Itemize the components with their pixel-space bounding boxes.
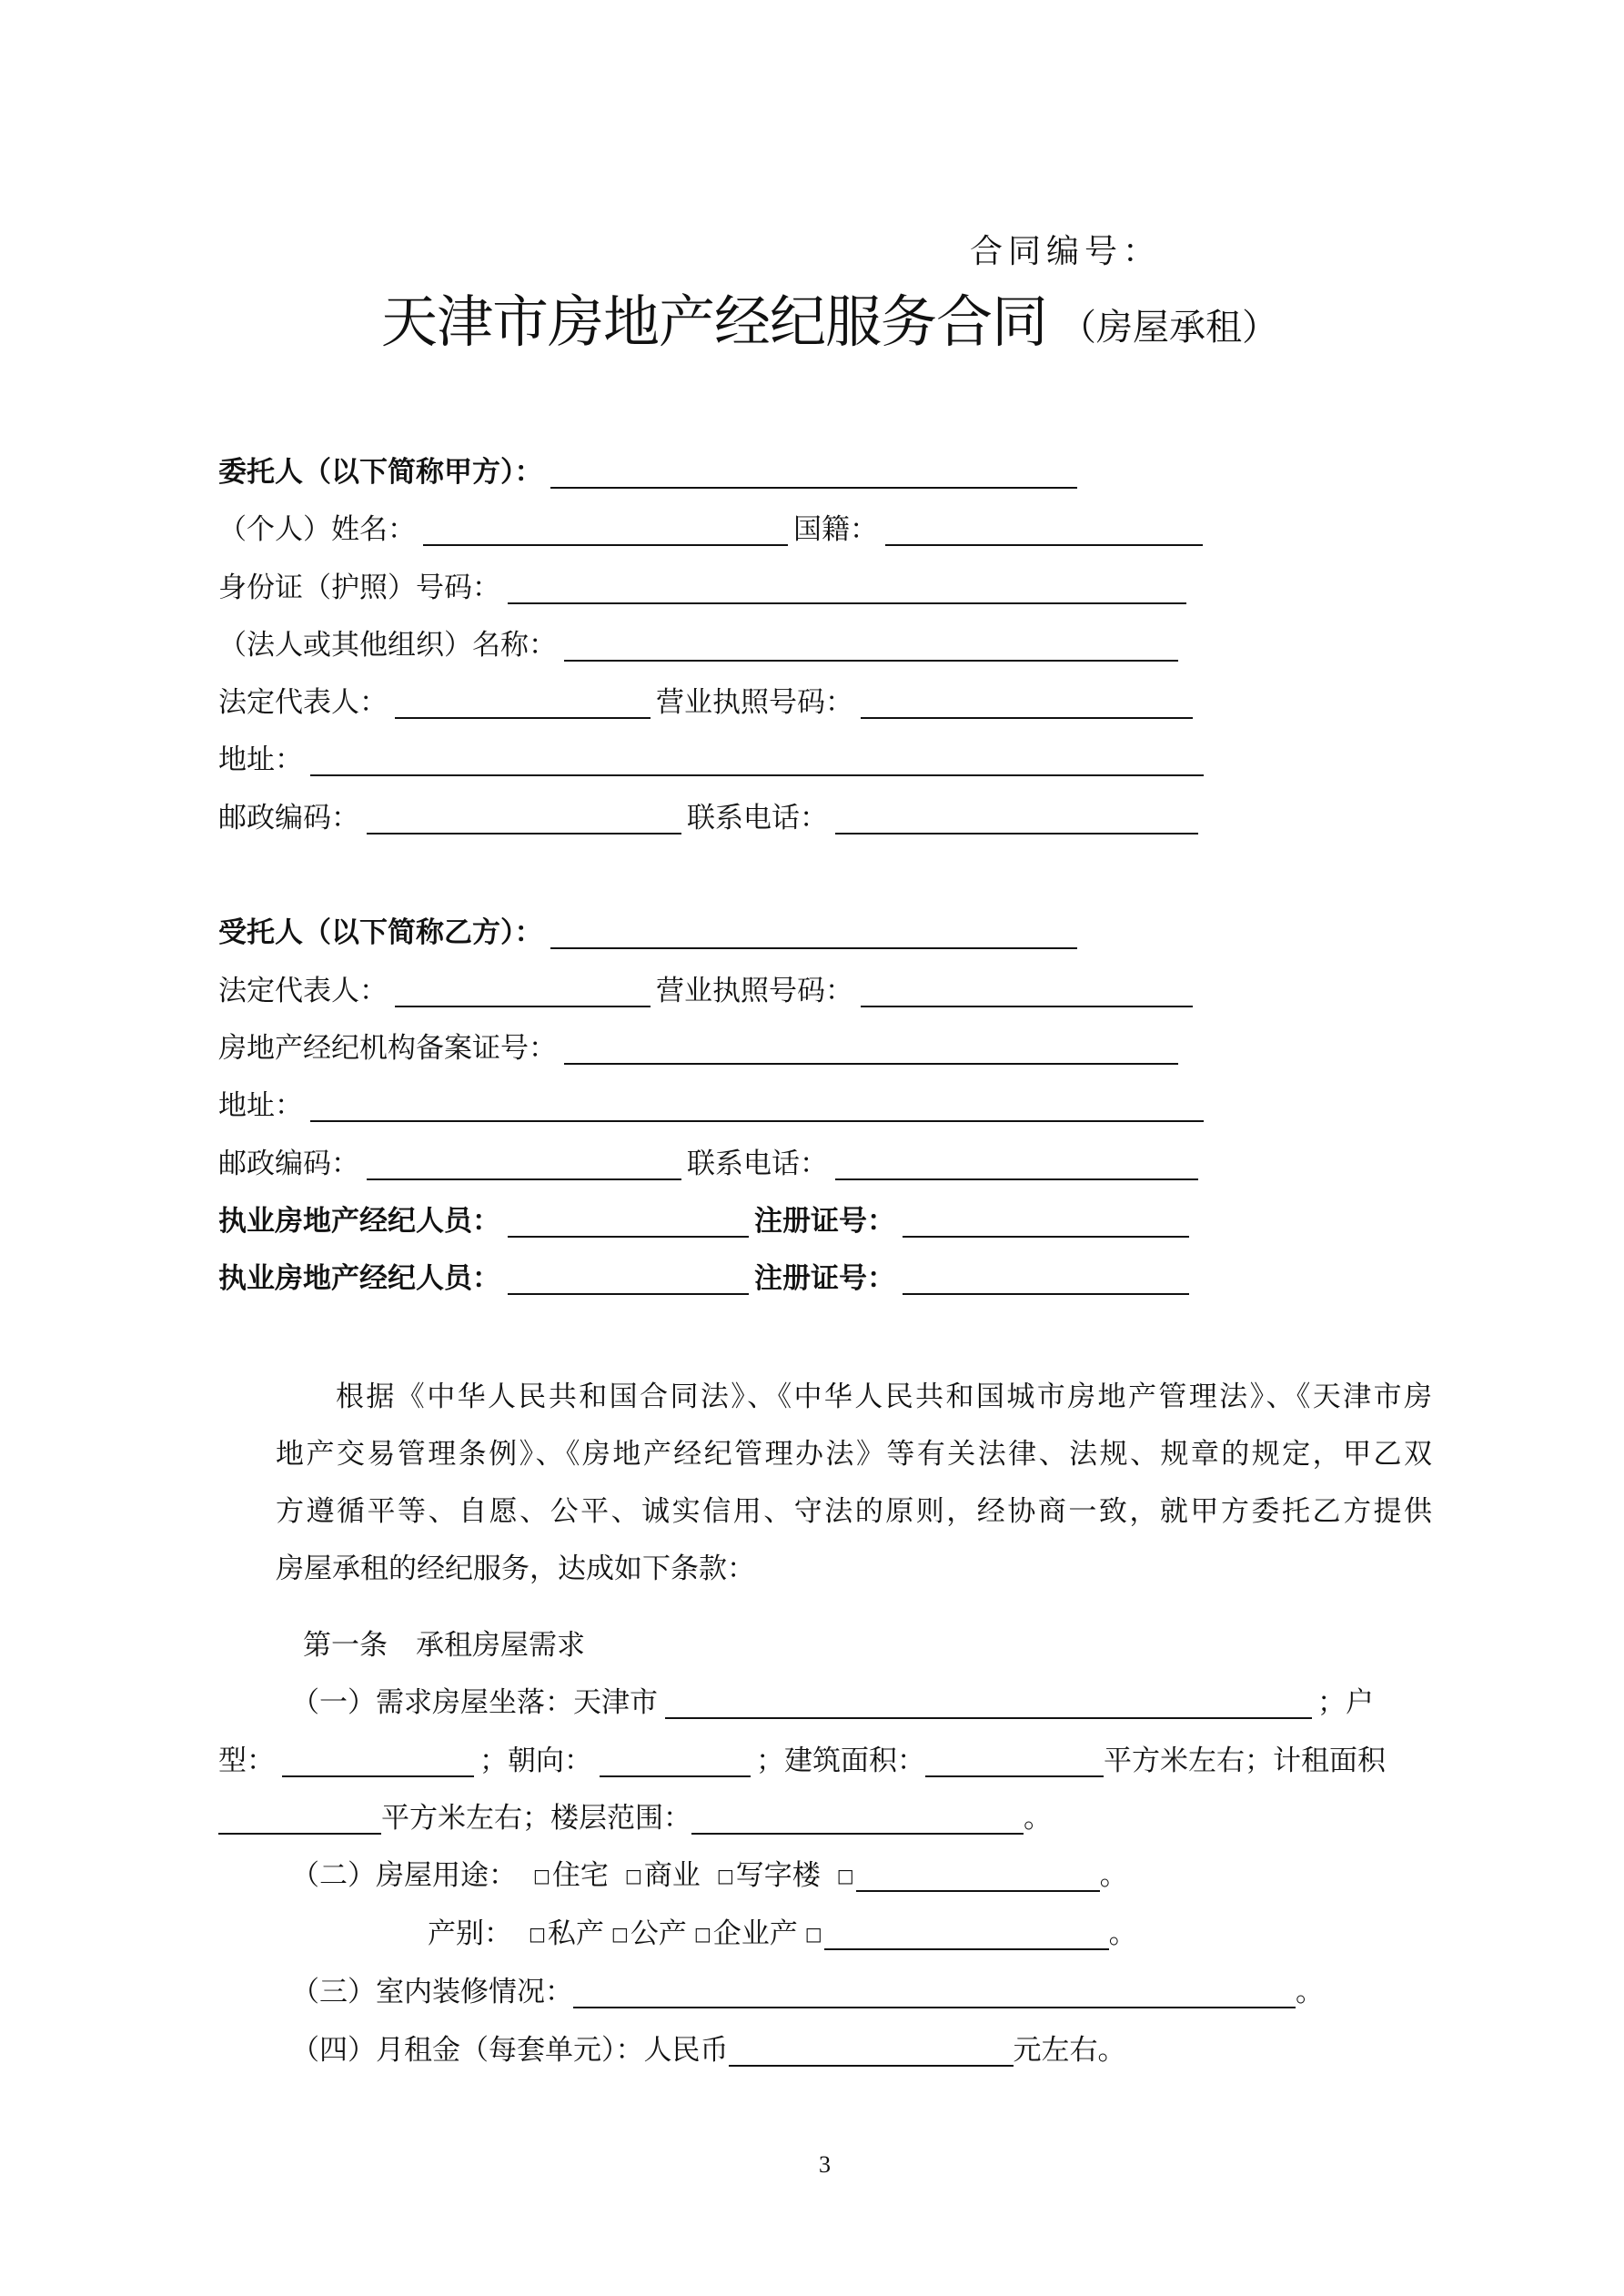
party-b-legal-row [218, 971, 1198, 1011]
other-ownership-field[interactable] [824, 1916, 1109, 1950]
reg-field[interactable] [903, 1260, 1189, 1295]
checkbox-private[interactable]: □ [529, 1923, 546, 1945]
record-field[interactable] [564, 1030, 1178, 1065]
area-unit: 平方米左右；计租面积 [1104, 1745, 1386, 1777]
party-a-legal-row [218, 683, 1198, 723]
postcode-field[interactable] [367, 1146, 681, 1180]
license-label: 营业执照号码： [656, 686, 853, 719]
reg-field[interactable] [903, 1203, 1189, 1238]
party-a-heading-row [218, 452, 1083, 492]
nationality-label: 国籍： [793, 513, 878, 546]
item-1-row [291, 1683, 1374, 1723]
address-field[interactable] [310, 742, 1204, 776]
period: 。 [1108, 1917, 1137, 1950]
item-4-label: （四）月租金（每套单元）：人民币 [291, 2034, 729, 2067]
rent-field[interactable] [729, 2032, 1014, 2067]
item-2-label: （二）房屋用途： [291, 1859, 517, 1892]
preamble-line: 根据《中华人民共和国合同法》、《中华人民共和国城市房地产管理法》、《天津市房 [336, 1381, 1432, 1413]
party-a-name-field[interactable] [550, 454, 1077, 489]
period: 。 [1296, 1976, 1324, 2008]
person-name-field[interactable] [423, 511, 788, 546]
rent-area-unit: 平方米左右；楼层范围： [381, 1802, 691, 1835]
party-a-id-row [218, 568, 1192, 608]
item-3-label: （三）室内装修情况： [291, 1976, 573, 2008]
preamble-paragraph [276, 1369, 1432, 1598]
type-label: 型： [218, 1745, 275, 1777]
party-b-heading: 受托人（以下简称乙方）： [218, 916, 543, 949]
type-field[interactable] [282, 1743, 474, 1777]
option-commercial: 商业 [643, 1859, 701, 1892]
phone-label: 联系电话： [687, 802, 828, 834]
item-1-label: （一）需求房屋坐落：天津市 [291, 1686, 658, 1719]
item-4-row [291, 2030, 1126, 2070]
postcode-field[interactable] [367, 800, 681, 834]
checkbox-other-ownership[interactable]: □ [804, 1923, 822, 1945]
agent-field[interactable] [508, 1203, 749, 1238]
postcode-label: 邮政编码： [218, 802, 359, 834]
license-field[interactable] [861, 973, 1193, 1007]
title-main: 天津市房地产经纪服务合同 [381, 288, 1048, 355]
area-label: ；建筑面积： [756, 1745, 925, 1777]
party-b-record-row [218, 1028, 1184, 1068]
agent-label: 执业房地产经纪人员： [218, 1205, 500, 1238]
checkbox-enterprise[interactable]: □ [693, 1923, 711, 1945]
checkbox-commercial[interactable]: □ [624, 1865, 642, 1886]
decoration-field[interactable] [573, 1974, 1296, 2008]
item-1-row-2 [218, 1741, 1386, 1781]
option-residential: 住宅 [551, 1859, 609, 1892]
option-office: 写字楼 [735, 1859, 821, 1892]
option-public: 公产 [630, 1917, 687, 1950]
location-field[interactable] [665, 1684, 1312, 1719]
org-name-label: （法人或其他组织）名称： [218, 629, 557, 662]
address-field[interactable] [310, 1087, 1204, 1122]
agent-row-2 [218, 1259, 1195, 1299]
party-b-name-field[interactable] [550, 915, 1077, 949]
orientation-label: ；朝向： [479, 1745, 592, 1777]
period: 。 [1024, 1802, 1052, 1835]
reg-label: 注册证号： [754, 1262, 895, 1295]
floor-range-field[interactable] [691, 1800, 1024, 1835]
phone-field[interactable] [835, 1146, 1198, 1180]
reg-label: 注册证号： [754, 1205, 895, 1238]
page-number: 3 [819, 2151, 831, 2178]
person-name-label: （个人）姓名： [218, 513, 416, 546]
title-subtitle: （房屋承租） [1060, 307, 1279, 349]
party-a-org-row [218, 625, 1184, 665]
checkbox-other-use[interactable]: □ [836, 1865, 854, 1886]
item-1-tail: ；户 [1317, 1686, 1374, 1719]
option-private: 私产 [547, 1917, 604, 1950]
checkbox-residential[interactable]: □ [533, 1865, 550, 1886]
id-field[interactable] [508, 570, 1186, 604]
orientation-field[interactable] [600, 1743, 751, 1777]
article-1-heading: 第一条 承租房屋需求 [303, 1629, 585, 1662]
agent-label: 执业房地产经纪人员： [218, 1262, 500, 1295]
item-3-row [291, 1972, 1324, 2012]
checkbox-public[interactable]: □ [610, 1923, 629, 1945]
option-enterprise: 企业产 [712, 1917, 798, 1950]
legal-rep-label: 法定代表人： [218, 686, 388, 719]
id-label: 身份证（护照）号码： [218, 571, 500, 604]
legal-rep-label: 法定代表人： [218, 975, 388, 1007]
address-label: 地址： [218, 743, 303, 776]
license-label: 营业执照号码： [656, 975, 853, 1007]
party-a-heading: 委托人（以下简称甲方）： [218, 456, 543, 489]
preamble-line: 地产交易管理条例》、《房地产经纪管理办法》等有关法律、法规、规章的规定，甲乙双 [276, 1438, 1432, 1471]
item-2-row [291, 1856, 1128, 1896]
party-a-person-row [218, 510, 1208, 550]
license-field[interactable] [861, 684, 1193, 719]
other-use-field[interactable] [856, 1857, 1100, 1892]
nationality-field[interactable] [885, 511, 1203, 546]
party-a-address-row [218, 740, 1209, 780]
document-title [381, 289, 1278, 355]
contract-number-label: 合同编号： [970, 233, 1162, 270]
party-b-heading-row [218, 913, 1083, 953]
legal-rep-field[interactable] [395, 973, 651, 1007]
party-b-contact-row [218, 1144, 1204, 1184]
agent-field[interactable] [508, 1260, 749, 1295]
checkbox-office[interactable]: □ [716, 1865, 734, 1886]
agent-row-1 [218, 1201, 1195, 1241]
postcode-label: 邮政编码： [218, 1148, 359, 1180]
party-a-contact-row [218, 798, 1204, 838]
preamble-line: 方遵循平等、自愿、公平、诚实信用、守法的原则，经协商一致，就甲方委托乙方提供 [276, 1495, 1432, 1528]
area-field[interactable] [925, 1743, 1104, 1777]
ownership-row [428, 1914, 1137, 1954]
legal-rep-field[interactable] [395, 684, 651, 719]
address-label: 地址： [218, 1089, 303, 1122]
item-4-tail: 元左右。 [1013, 2034, 1126, 2067]
phone-label: 联系电话： [687, 1148, 828, 1180]
ownership-label: 产别： [428, 1917, 512, 1950]
period: 。 [1099, 1859, 1128, 1892]
item-1-row-3 [218, 1798, 1052, 1838]
org-name-field[interactable] [564, 627, 1178, 662]
preamble-line: 房屋承租的经纪服务，达成如下条款： [276, 1553, 755, 1585]
party-b-address-row [218, 1086, 1209, 1126]
rent-area-field[interactable] [218, 1800, 381, 1835]
phone-field[interactable] [835, 800, 1198, 834]
record-label: 房地产经纪机构备案证号： [218, 1032, 557, 1065]
